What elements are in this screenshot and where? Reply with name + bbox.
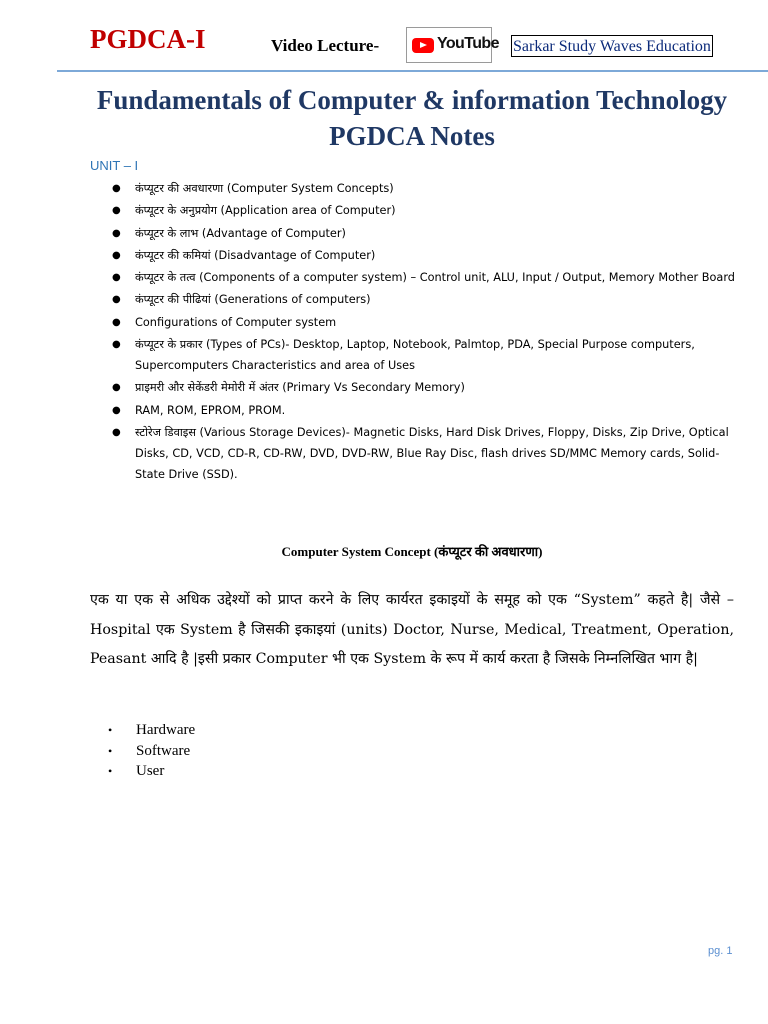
bullet-icon: •: [108, 743, 113, 758]
section-heading: Computer System Concept (कंप्यूटर की अवधारणा): [281, 544, 543, 559]
list-item: [108, 200, 748, 221]
topic-text: कंप्यूटर के प्रकार (Types of PCs)- Desktop, Laptop, Notebook, Palmtop, PDA, Special Purpose computers, Supercomputers Characteristics and area of Uses: [135, 338, 695, 373]
page-number: pg. 1: [708, 945, 733, 957]
unit-topic-list: [108, 178, 748, 486]
bullet-icon: •: [108, 764, 113, 778]
list-item: [108, 289, 748, 310]
unit-heading: UNIT – I: [90, 158, 139, 173]
course-brand: PGDCA-I: [90, 24, 206, 54]
bullet-icon: ●: [112, 227, 121, 239]
part-text: User: [136, 763, 165, 779]
list-item: [108, 178, 748, 199]
topic-text: स्टोरेज डिवाइस (Various Storage Devices)- Magnetic Disks, Hard Disk Drives, Floppy, Disks, Zip Drive, Optical Disks, CD, VCD, CD-R, CD-RW, DVD, DVD-RW, Blue Ray Disc, flash drives SD/MMC Memory cards, Solid-State Drive (SSD).: [135, 425, 729, 481]
part-text: Hardware: [136, 722, 196, 738]
list-item: [108, 267, 748, 288]
topic-text: Configurations of Computer system: [135, 315, 337, 329]
topic-text: कंप्यूटर के लाभ (Advantage of Computer): [135, 226, 346, 240]
list-item: [108, 422, 748, 485]
list-item: [108, 312, 748, 333]
bullet-icon: ●: [112, 205, 121, 217]
play-button-icon: [412, 38, 434, 53]
topic-text: कंप्यूटर की कमियां (Disadvantage of Computer): [135, 248, 376, 262]
list-item: [108, 741, 195, 762]
list-item: [108, 400, 748, 421]
topic-text: RAM, ROM, EPROM, PROM.: [135, 403, 286, 417]
video-lecture-label: Video Lecture-: [271, 36, 380, 55]
section-paragraph: एक या एक से अधिक उद्देश्यों को प्राप्त करने के लिए कार्यरत इकाइयों के समूह को एक “System” कहते है| जैसे – Hospital एक System है जिसकी इकाइयां (units) Doctor, Nurse, Medical, Treatment, Operation, Peasant आदि है |इसी प्रकार Computer भी एक System के रूप में कार्य करता है जिसके निम्नलिखित भाग है|: [90, 592, 734, 667]
bullet-icon: ●: [112, 316, 121, 328]
header-divider: [57, 70, 768, 72]
list-item: [108, 720, 195, 741]
bullet-icon: ●: [112, 404, 121, 416]
bullet-icon: ●: [112, 426, 121, 438]
topic-text: कंप्यूटर के तत्व (Components of a computer system) – Control unit, ALU, Input / Output, Memory Mother Board: [135, 271, 735, 285]
bullet-icon: ●: [112, 339, 121, 351]
list-item: [108, 334, 748, 376]
channel-name[interactable]: Sarkar Study Waves Education: [511, 35, 713, 57]
page-header: [0, 0, 768, 72]
list-item: [108, 245, 748, 266]
topic-text: कंप्यूटर की अवधारणा (Computer System Concepts): [135, 182, 394, 195]
bullet-icon: ●: [112, 183, 121, 194]
system-parts-list: [108, 720, 195, 782]
bullet-icon: •: [108, 723, 113, 737]
bullet-icon: ●: [112, 249, 121, 261]
list-item: [108, 761, 195, 782]
youtube-logo[interactable]: [406, 27, 499, 63]
list-item: [108, 377, 748, 398]
list-item: [108, 223, 748, 244]
bullet-icon: ●: [112, 382, 121, 394]
bullet-icon: ●: [112, 294, 121, 306]
topic-text: कंप्यूटर की पीढियां (Generations of computers): [135, 293, 371, 307]
youtube-logo-text: YouTube: [437, 35, 499, 52]
topic-text: प्राइमरी और सेकेंडरी मेमोरी में अंतर (Primary Vs Secondary Memory): [135, 381, 465, 395]
part-text: Software: [136, 742, 191, 759]
page-title: Fundamentals of Computer & information Technology PGDCA Notes: [96, 85, 728, 151]
topic-text: कंप्यूटर के अनुप्रयोग (Application area of Computer): [135, 204, 396, 218]
bullet-icon: ●: [112, 272, 121, 284]
